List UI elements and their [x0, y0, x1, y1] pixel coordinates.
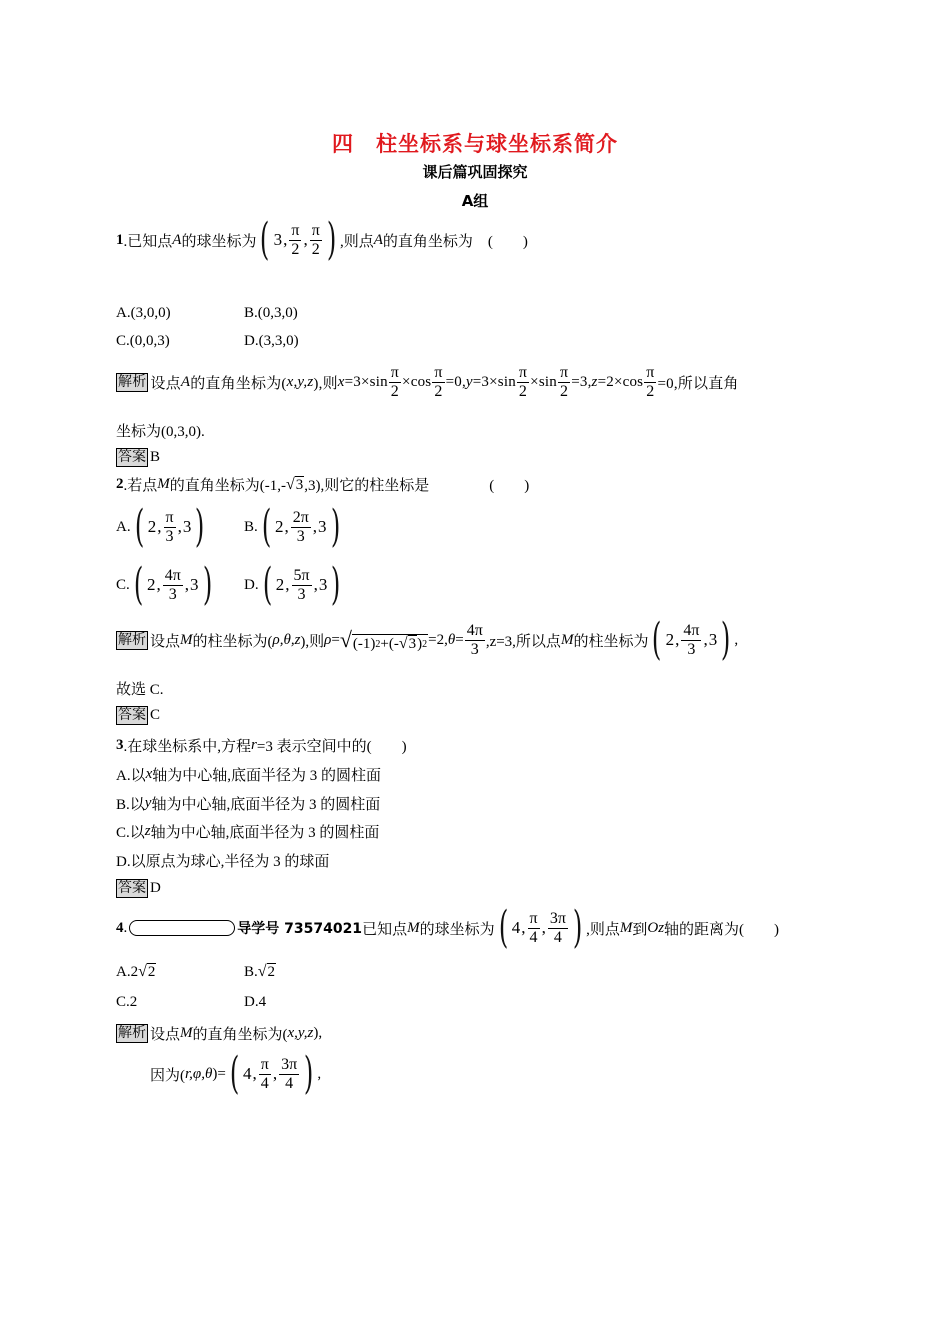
q3-answer: 答案 D: [118, 880, 161, 896]
q4-option-d: D.4: [244, 994, 267, 1010]
q3-option-b: B.以 y 轴为中心轴,底面半径为 3 的圆柱面: [116, 795, 381, 813]
q2-analysis-line2: 故选 C.: [116, 682, 164, 698]
q2-answer: 答案 C: [118, 707, 161, 723]
q1-analysis: 解析 设点 A 的直角坐标为( x,y,z ),则 x =3×sin $\frac{\pi}{2}$ ×cos $\frac{\pi}{2}$ =0, y =3×sin $\frac{\pi}{2}$ ×sin $\frac{\pi}{2}$ =3, z =2×cos $\frac{\pi}{2}$ =0,所以直角: [118, 364, 739, 400]
q3-option-a: A.以 x 轴为中心轴,底面半径为 3 的圆柱面: [116, 766, 382, 784]
q2-option-c: C. ( 2 , $\frac{4\pi}{3}$ , 3 ): [116, 559, 212, 610]
page-title: 四 柱坐标系与球坐标系简介: [332, 132, 618, 156]
q4-option-a: A.2 √ 2: [116, 963, 156, 980]
q1-option-b: B.(0,3,0): [244, 305, 298, 321]
q2-option-b: B. ( 2 , $\frac{2\pi}{3}$ , 3 ): [244, 501, 340, 552]
q4-option-b: B. √ 2: [244, 963, 276, 980]
answer-tag: 答案: [118, 449, 146, 465]
q4-option-c: C.2: [116, 994, 138, 1010]
q2-analysis: 解析 设点 M 的柱坐标为( ρ,θ,z ),则 ρ = √ (-1) 2 + (- √ 3 ) 2 =2, θ = $\frac{4\pi}{3}$ ,z=3,所以点 M 的柱坐标为 ( 2 , $\frac{4\pi}{3}$ , 3 ) ,: [118, 614, 739, 665]
q3-option-d: D.以原点为球心,半径为 3 的球面: [116, 854, 330, 870]
answer-tag: 答案: [118, 880, 146, 896]
q4-analysis-line2: 因为( r,φ,θ )= ( 4 , $\frac{\pi}{4}$ , $\frac{3\pi}{4}$ ) ,: [150, 1048, 322, 1099]
q1-answer: 答案 B: [118, 449, 161, 465]
q2-rho-sqrt: √ (-1) 2 + (- √ 3 ) 2: [339, 627, 428, 652]
q2-option-a: A. ( 2 , $\frac{\pi}{3}$ , 3 ): [116, 501, 205, 552]
analysis-tag: 解析: [118, 631, 146, 648]
guide-badge: [129, 920, 235, 936]
answer-tag: 答案: [118, 707, 146, 723]
q1-option-c: C.(0,0,3): [116, 333, 170, 349]
group-label: A组: [461, 192, 489, 210]
q1-stem: 1 .已知点 A 的球坐标为 ( 3 , $\frac{\pi}{2}$ , $\frac{\pi}{2}$ ) ,则点 A 的直角坐标为 ( ): [116, 214, 528, 265]
q1-option-d: D.(3,3,0): [244, 333, 299, 349]
q1-analysis-line2: 坐标为(0,3,0).: [116, 424, 205, 440]
q3-option-c: C.以 z 轴为中心轴,底面半径为 3 的圆柱面: [116, 823, 380, 841]
q4-stem: 4 . 导学号 73574021 已知点 M 的球坐标为 ( 4 , $\frac{\pi}{4}$ , $\frac{3\pi}{4}$ ) ,则点 M 到 Oz 轴的距离为( ): [116, 902, 780, 953]
q2-stem: 2 .若点 M 的直角坐标为(-1,- √ 3 ,3),则它的柱坐标是 ( ): [116, 475, 530, 494]
q4-analysis: 解析 设点 M 的直角坐标为( x,y,z ),: [118, 1025, 323, 1043]
q2-option-d: D. ( 2 , $\frac{5\pi}{3}$ , 3 ): [244, 559, 341, 610]
page-subtitle: 课后篇巩固探究: [422, 163, 528, 181]
analysis-tag: 解析: [118, 1025, 146, 1041]
q1-option-a: A.(3,0,0): [116, 305, 171, 321]
analysis-tag: 解析: [118, 373, 147, 390]
q3-stem: 3 .在球坐标系中,方程 r =3 表示空间中的( ): [116, 737, 407, 755]
q1-spherical-coord: ( 3 , $\frac{\pi}{2}$ , $\frac{\pi}{2}$ ): [260, 214, 337, 265]
